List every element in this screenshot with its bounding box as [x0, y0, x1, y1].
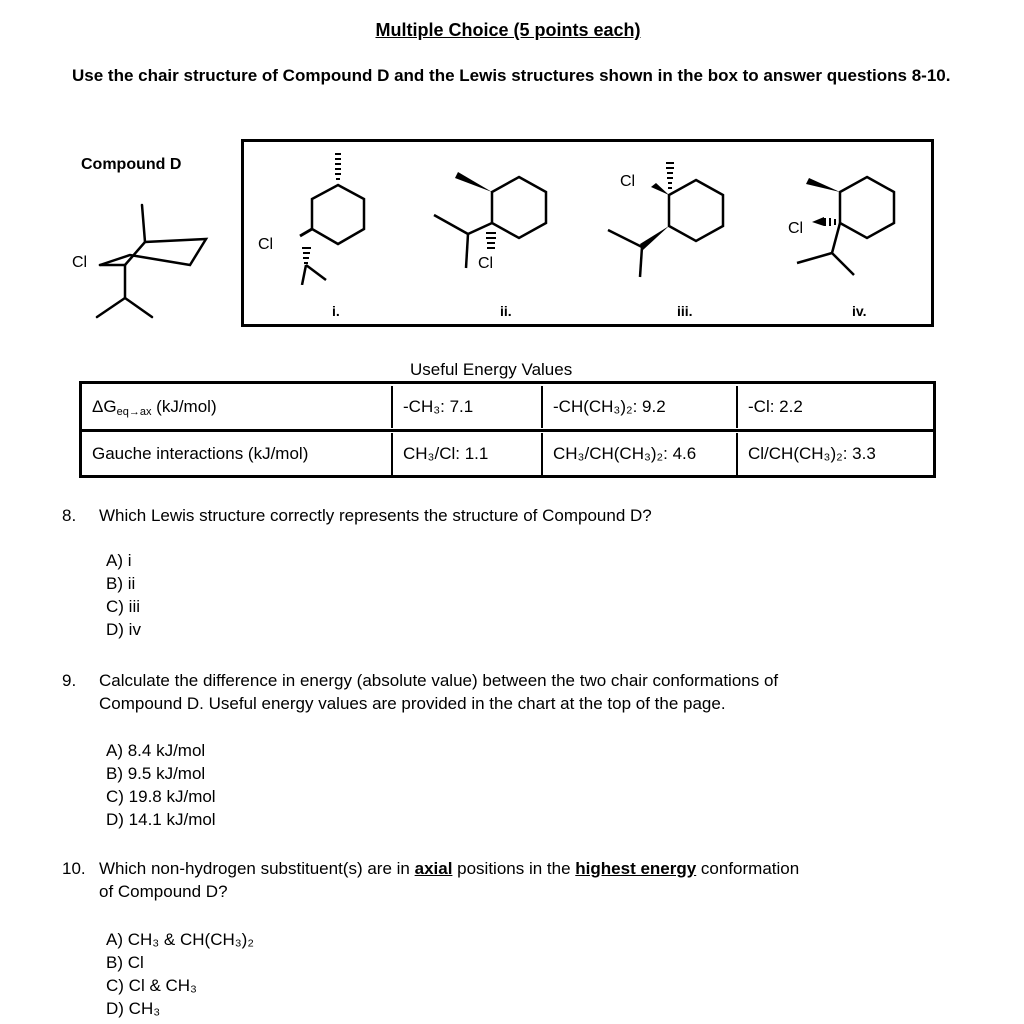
lewis-structure-iii: [598, 155, 738, 285]
question-9-line2: Compound D. Useful energy values are provided in the chart at the top of the page.: [99, 694, 726, 713]
cl-isopropyl-gauche-value: Cl/CH(CH₃)₂: 3.3: [736, 433, 933, 475]
page-title: Multiple Choice (5 points each): [375, 20, 641, 40]
compound-d-chair-structure: [70, 195, 220, 325]
table-divider: [82, 429, 933, 432]
question-9: [62, 669, 962, 715]
lewis-structure-i: [252, 145, 392, 285]
axial-emphasis: axial: [414, 859, 453, 878]
instructions: Use the chair structure of Compound D and the Lewis structures shown in the box to answer questions 8-10.: [72, 66, 951, 85]
question-10-option-c[interactable]: C) Cl & CH₃: [106, 976, 197, 995]
question-10-options: [106, 928, 254, 1020]
ch3-isopropyl-gauche-value: CH₃/CH(CH₃)₂: 4.6: [541, 433, 736, 475]
ch3-delta-g-value: -CH₃: 7.1: [391, 386, 541, 428]
question-10-option-b[interactable]: B) Cl: [106, 953, 144, 972]
question-10-line1: Which non-hydrogen substituent(s) are in axial positions in the highest energy conformation: [99, 859, 800, 878]
question-10-number: 10.: [62, 859, 86, 878]
question-8-option-b[interactable]: B) ii: [106, 574, 136, 593]
lewis-structure-iv: [780, 160, 920, 285]
question-9-line1: Calculate the difference in energy (absolute value) between the two chair conformations of: [99, 671, 779, 690]
question-10: [62, 857, 962, 903]
structure-ii-cl-text: Cl: [478, 255, 494, 272]
table-row: [82, 386, 933, 428]
lewis-structure-ii: [420, 160, 560, 275]
question-10-option-a[interactable]: A) CH₃ & CH(CH₃)₂: [106, 930, 254, 949]
ch3-cl-gauche-value: CH₃/Cl: 1.1: [391, 433, 541, 475]
structure-iv-label: iv.: [852, 303, 867, 319]
cl-delta-g-value: -Cl: 2.2: [736, 386, 933, 428]
compound-d-label: Compound D: [81, 156, 182, 173]
energy-values-title: Useful Energy Values: [410, 360, 573, 379]
question-9-option-c[interactable]: C) 19.8 kJ/mol: [106, 787, 216, 806]
question-10-option-d[interactable]: D) CH₃: [106, 999, 161, 1018]
question-8-number: 8.: [62, 506, 77, 525]
gauche-label: Gauche interactions (kJ/mol): [92, 444, 309, 463]
delta-g-label: $\Delta G_{eq\to ax}$ (kJ/mol): [92, 397, 217, 418]
question-8-option-d[interactable]: D) iv: [106, 620, 141, 639]
energy-values-table: [79, 381, 936, 478]
structure-i-label: i.: [332, 303, 340, 319]
question-8-options: [106, 549, 141, 641]
isopropyl-delta-g-value: -CH(CH₃)₂: 9.2: [541, 386, 736, 428]
question-9-option-d[interactable]: D) 14.1 kJ/mol: [106, 810, 216, 829]
table-row: [82, 433, 933, 475]
structure-ii-label: ii.: [500, 303, 512, 319]
structure-i-cl-text: Cl: [258, 236, 274, 253]
question-9-option-b[interactable]: B) 9.5 kJ/mol: [106, 764, 206, 783]
highest-energy-emphasis: highest energy: [575, 859, 697, 878]
question-8-option-c[interactable]: C) iii: [106, 597, 140, 616]
compound-d-cl-text: Cl: [72, 254, 88, 271]
structure-iii-cl-text: Cl: [620, 173, 636, 190]
question-9-options: [106, 739, 216, 831]
question-8-text: Which Lewis structure correctly represents the structure of Compound D?: [99, 506, 652, 525]
question-9-number: 9.: [62, 671, 77, 690]
question-9-option-a[interactable]: A) 8.4 kJ/mol: [106, 741, 206, 760]
question-8-option-a[interactable]: A) i: [106, 551, 132, 570]
structure-iv-cl-text: Cl: [788, 220, 804, 237]
question-10-line2: of Compound D?: [99, 882, 228, 901]
structure-iii-label: iii.: [677, 303, 693, 319]
